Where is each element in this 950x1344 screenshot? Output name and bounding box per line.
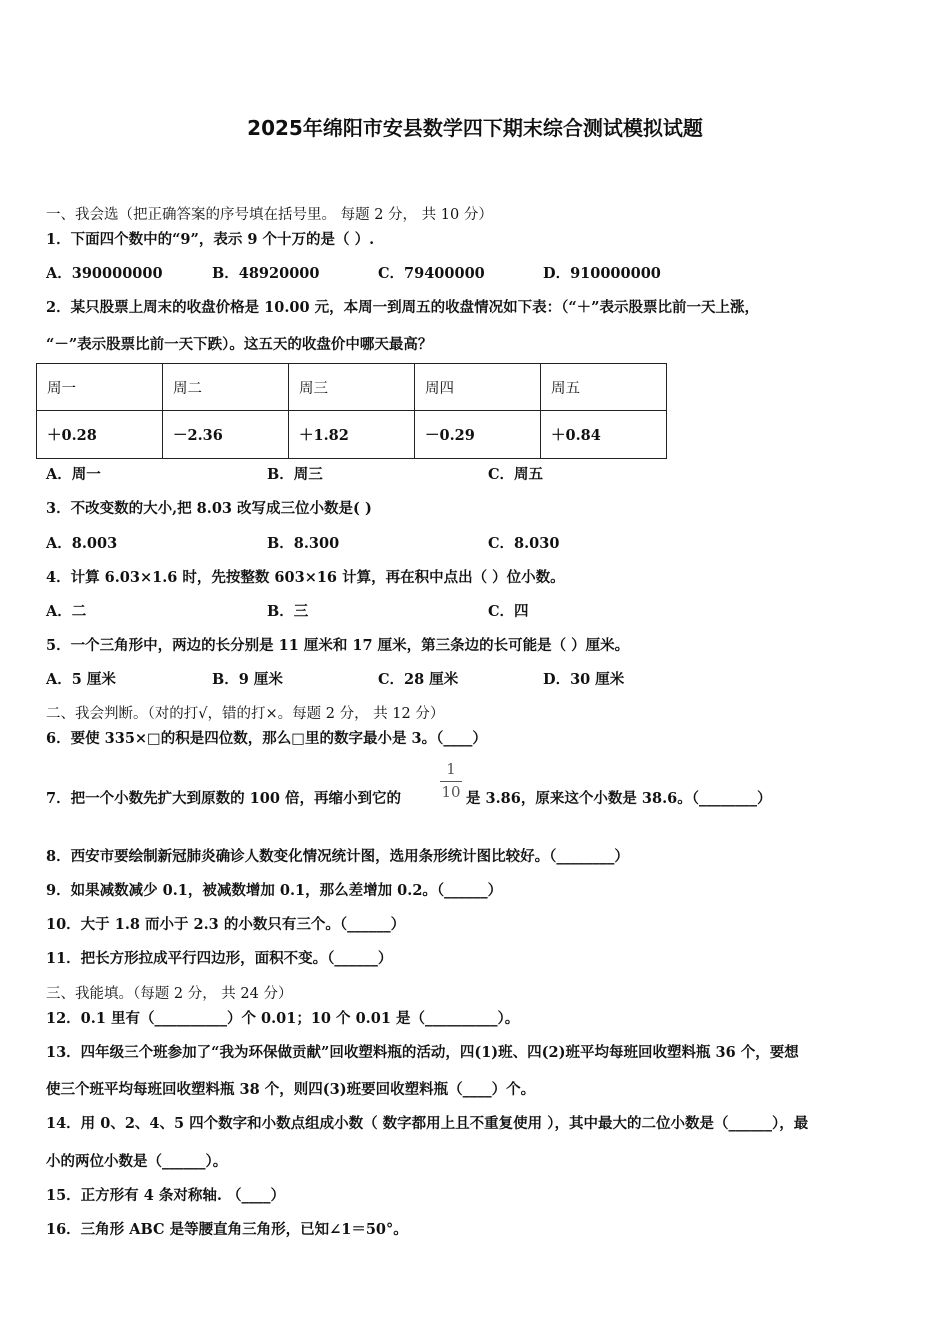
question-8: 8．西安市要绘制新冠肺炎确诊人数变化情况统计图，选用条形统计图比较好。（________） [46,848,629,865]
q3-option-a: A．8.003 [46,535,118,552]
question-15: 15．正方形有 4 条对称轴. （____） [46,1187,285,1204]
table-cell: －2.36 [163,411,289,459]
question-13-line-1: 13．四年级三个班参加了“我为环保做贡献”回收塑料瓶的活动，四(1)班、四(2)班平均每班回收塑料瓶 36 个，要想 [46,1044,799,1061]
fraction-bar [440,781,462,782]
fraction-numerator: 1 [446,760,456,778]
question-12: 12．0.1 里有（__________）个 0.01；10 个 0.01 是（__________）。 [46,1010,520,1027]
question-11: 11．把长方形拉成平行四边形，面积不变。（______） [46,950,393,967]
table-cell: ＋1.82 [289,411,415,459]
q2-option-b: B．周三 [267,466,323,483]
question-3: 3．不改变数的大小,把 8.03 改写成三位小数是( ) [46,500,372,517]
q1-option-a: A．390000000 [46,265,163,282]
table-header-cell: 周四 [415,364,541,411]
table-header-row [37,364,667,411]
table-header-cell: 周一 [37,364,163,411]
section-2-heading: 二、我会判断。（对的打√，错的打×。每题 2 分， 共 12 分） [46,706,445,722]
question-1: 1．下面四个数中的“9”，表示 9 个十万的是（ ）. [46,231,375,248]
section-3-heading: 三、我能填。（每题 2 分， 共 24 分） [46,986,293,1002]
table-cell: －0.29 [415,411,541,459]
question-13-line-2: 使三个班平均每班回收塑料瓶 38 个，则四(3)班要回收塑料瓶（____）个。 [46,1081,536,1098]
question-14-line-2: 小的两位小数是（______）。 [46,1153,228,1170]
table-row [37,411,667,459]
q1-option-c: C．79400000 [378,265,485,282]
question-4: 4．计算 6.03×1.6 时，先按整数 603×16 计算，再在积中点出（ ）位小数。 [46,569,565,586]
stock-price-table [36,363,667,459]
section-1-heading: 一、我会选（把正确答案的序号填在括号里。 每题 2 分， 共 10 分） [46,207,493,223]
table-header-cell: 周二 [163,364,289,411]
q5-option-a: A．5 厘米 [46,671,116,688]
q1-option-b: B．48920000 [212,265,320,282]
q2-option-c: C．周五 [488,466,544,483]
page-title: 2025年绵阳市安县数学四下期末综合测试模拟试题 [247,116,703,140]
question-2-line-1: 2．某只股票上周末的收盘价格是 10.00 元，本周一到周五的收盘情况如下表：（“＋”表示股票比前一天上涨， [46,299,760,316]
q4-option-a: A．二 [46,603,87,620]
table-cell: ＋0.28 [37,411,163,459]
table-header-cell: 周五 [541,364,667,411]
question-2-line-2: “－”表示股票比前一天下跌）。这五天的收盘价中哪天最高？ [46,336,433,353]
question-14-line-1: 14．用 0、2、4、5 四个数字和小数点组成小数（ 数字都用上且不重复使用 ），其中最大的二位小数是（______），最 [46,1115,809,1132]
q1-option-d: D．910000000 [543,265,661,282]
question-5: 5．一个三角形中，两边的长分别是 11 厘米和 17 厘米，第三条边的长可能是（ ）厘米。 [46,637,630,654]
question-7-text-after: 是 3.86，原来这个小数是 38.6。（________） [466,790,772,807]
table-cell: ＋0.84 [541,411,667,459]
q3-option-c: C．8.030 [488,535,560,552]
q5-option-d: D．30 厘米 [543,671,625,688]
q4-option-c: C．四 [488,603,529,620]
question-9: 9．如果减数减少 0.1，被减数增加 0.1，那么差增加 0.2。（______） [46,882,503,899]
question-7-text-before: 7．把一个小数先扩大到原数的 100 倍，再缩小到它的 [46,790,401,807]
q5-option-b: B．9 厘米 [212,671,283,688]
table-header-cell: 周三 [289,364,415,411]
q5-option-c: C．28 厘米 [378,671,459,688]
fraction-one-tenth [438,760,464,801]
question-16: 16．三角形 ABC 是等腰直角三角形，已知∠1＝50°。 [46,1221,408,1238]
fraction-denominator: 10 [441,783,461,801]
question-10: 10．大于 1.8 而小于 2.3 的小数只有三个。（______） [46,916,406,933]
question-6: 6．要使 335×□的积是四位数，那么□里的数字最小是 3。（____） [46,730,487,747]
q4-option-b: B．三 [267,603,309,620]
q2-option-a: A．周一 [46,466,101,483]
q3-option-b: B．8.300 [267,535,340,552]
